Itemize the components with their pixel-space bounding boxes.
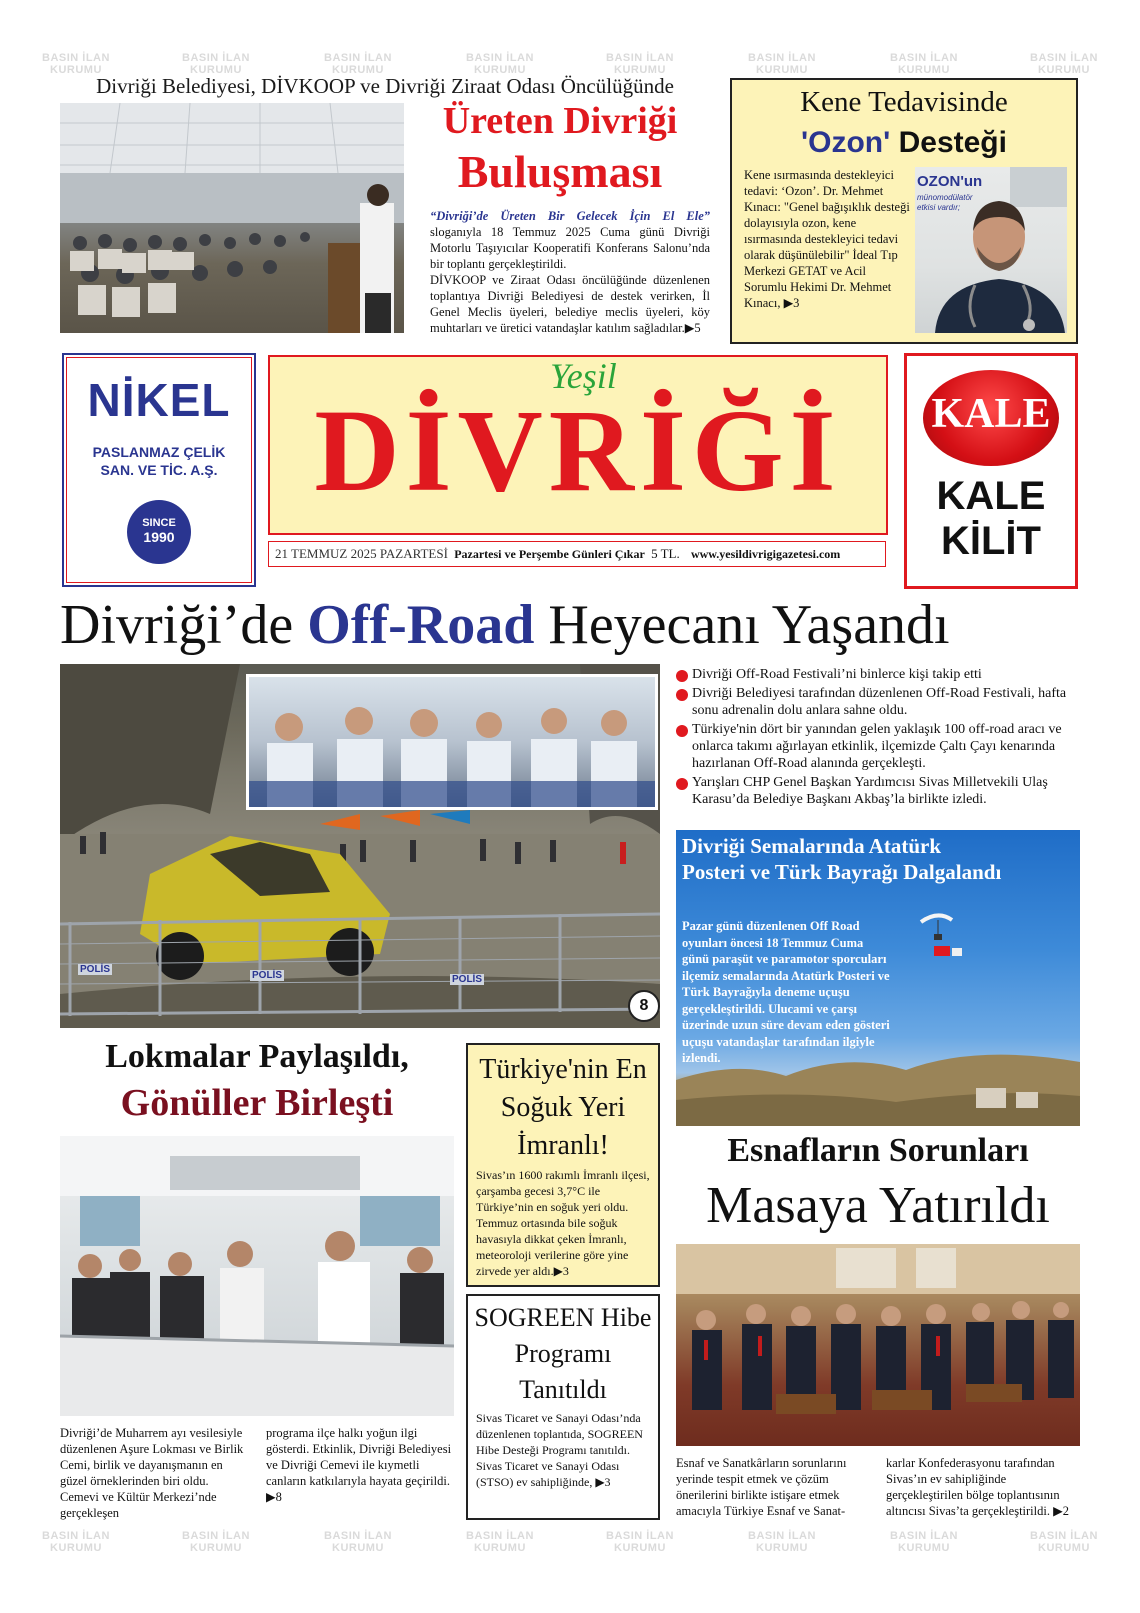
- ataturk-sky-photo: [676, 830, 1080, 1126]
- police-label: POLİS: [452, 974, 483, 985]
- issue-price: 5 TL.: [651, 546, 680, 561]
- watermark: BASIN İLAN KURUMU: [324, 1530, 392, 1554]
- doctor-photo-text: OZON'un: [917, 173, 983, 190]
- nikel-ad[interactable]: [62, 353, 256, 587]
- watermark: BASIN İLAN KURUMU: [890, 1530, 958, 1554]
- esnaf-meeting-photo: [676, 1244, 1080, 1446]
- watermark: BASIN İLAN KURUMU: [182, 52, 250, 76]
- ataturk-title-line1: Divriği Semalarında Atatürk: [682, 834, 942, 858]
- nikel-line2: SAN. VE TİC. A.Ş.: [100, 462, 218, 478]
- kale-logo: [923, 370, 1059, 466]
- kale-logo-text: KALE: [931, 391, 1051, 437]
- esnaf-title-line1: Esnafların Sorunları: [727, 1132, 1029, 1169]
- bullet-item: [676, 685, 1080, 719]
- conference-hall-photo: [60, 103, 404, 333]
- main-headline: [60, 593, 1080, 657]
- imranli-box: [466, 1043, 660, 1287]
- spectators-inset-photo: [246, 674, 658, 810]
- kale-line2: KİLİT: [941, 519, 1041, 563]
- imranli-title: Türkiye'nin En Soğuk Yeri İmranlı!: [479, 1054, 647, 1161]
- watermark: BASIN İLAN KURUMU: [324, 52, 392, 76]
- main-headline-part1: Divriği’de: [60, 594, 308, 656]
- since-year: 1990: [143, 529, 175, 545]
- masthead-script: Yeşil: [550, 356, 617, 396]
- esnaf-col1: Esnaf ve Sanatkârların sorunlarını yerinde tespit etmek ve çözüm önerilerini birlikte istişare etmek amacıyla Türkiye Esnaf ve Sanat-: [676, 1456, 847, 1518]
- page-badge: 8: [628, 990, 660, 1022]
- bullet-text: Divriği Belediyesi tarafından düzenlenen Off-Road Festivali, hafta sonu adrenalin dolu anlara sahne oldu.: [692, 686, 1067, 718]
- kale-ad[interactable]: [904, 353, 1078, 589]
- ozon-box: [730, 78, 1078, 344]
- since-badge: [127, 500, 191, 564]
- watermark: BASIN İLAN KURUMU: [748, 1530, 816, 1554]
- watermark: BASIN İLAN KURUMU: [1030, 1530, 1098, 1554]
- masthead-info-bar: [268, 541, 886, 567]
- nikel-line1: PASLANMAZ ÇELİK: [92, 444, 226, 460]
- ataturk-title-line2: Posteri ve Türk Bayrağı Dalgalandı: [682, 860, 1002, 884]
- lokma-col2: programa ilçe halkı yoğun ilgi gösterdi. Etkinlik, Divriği Belediyesi ve Divriği Cemevi ile kıymetli canların katkılarıyla hayata geçirildi. ▶8: [266, 1426, 452, 1504]
- lokma-col1: Divriği’de Muharrem ayı vesilesiyle düzenlenen Aşure Lokması ve Birlik Cemi, birlik ve dayanışmanın en güzel örneklerinden biri oldu. Cemevi ve Kültür Merkezi’nde gerçekleşen: [60, 1426, 244, 1520]
- sogreen-body: Sivas Ticaret ve Sanayi Odası’nda düzenlenen toplantıda, SOGREEN Hibe Desteği Programı tanıtıldı. Sivas Ticaret ve Sanayi Odası (STSO) ev sahipliğinde, ▶3: [476, 1411, 643, 1489]
- main-headline-highlight: Off-Road: [307, 594, 535, 656]
- lokma-title-line2: Gönüller Birleşti: [120, 1082, 394, 1124]
- doctor-photo: [915, 167, 1067, 333]
- watermark: BASIN İLAN KURUMU: [748, 52, 816, 76]
- watermark: BASIN İLAN KURUMU: [1030, 52, 1098, 76]
- imranli-body: Sivas’ın 1600 rakımlı İmranlı ilçesi, çarşamba gecesi 3,7°C ile Türkiye’nin en soğuk yeri oldu. Temmuz ortasında bile soğuk havasıyla dikkat çeken İmranlı, meteoroloji verilerine göre yine zirvede yer aldı.▶3: [476, 1168, 650, 1278]
- kale-line1: KALE: [936, 474, 1046, 518]
- bullet-dot-icon: [676, 725, 688, 737]
- top-story-title-line1: Üreten Divriği: [442, 100, 678, 142]
- watermark: BASIN İLAN KURUMU: [606, 52, 674, 76]
- ozon-body: Kene ısırmasında destekleyici tedavi: ‘Ozon’. Dr. Mehmet Kınacı: "Genel bağışıklık desteği dolayısıyla ozon, kene ısırmasında destekleyici tedavi olarak düşünülebilir" İdeal Tıp Merkezi GETAT ve Acil Sorumlu Hekimi Dr. Mehmet Kınacı, ▶3: [744, 168, 910, 310]
- top-story-title-line2: Buluşması: [457, 146, 663, 197]
- top-story-slogan: “Divriği’de Üreten Bir Gelecek İçin El Ele”: [430, 209, 710, 223]
- ozon-title-line1: Kene Tedavisinde: [800, 86, 1008, 118]
- bullet-dot-icon: [676, 689, 688, 701]
- bullet-text: Türkiye'nin dört bir yanından gelen yaklaşık 100 off-road aracı ve onlarca takımı ağırlayan etkinlik, ilçemizde Çaltı Çayı kenarında hazırlanan Off-Road alanında gerçekleşti.: [692, 722, 1062, 771]
- main-headline-part2: Heyecanı Yaşandı: [534, 594, 950, 656]
- nikel-brand: NİKEL: [87, 374, 231, 426]
- ozon-title-line2: [732, 126, 1076, 160]
- issue-schedule: Pazartesi ve Perşembe Günleri Çıkar: [454, 547, 645, 561]
- top-story-body2: DİVKOOP ve Ziraat Odası öncülüğünde düzenlenen toplantıya Divriği Belediyesi de destek verirken, İl Genel Meclis üyeleri, belediye meclis üyeleri, köy muhtarları ve üretici vatandaşlar katılım sağladılar.▶5: [430, 273, 710, 335]
- esnaf-col2: karlar Konfederasyonu tarafından Sivas’ın ev sahipliğinde gerçekleştirilen bölge toplantısının altıncısı Sivas’ta gerçekleştirildi. ▶2: [886, 1456, 1069, 1518]
- watermark: BASIN İLAN KURUMU: [466, 52, 534, 76]
- top-story-kicker: Divriği Belediyesi, DİVKOOP ve Divriği Ziraat Odası Öncülüğünde: [96, 74, 674, 98]
- bullet-item: [676, 774, 1080, 808]
- offroad-bullets: [676, 666, 1080, 808]
- website-link[interactable]: www.yesildivrigigazetesi.com: [690, 547, 841, 561]
- doctor-photo-subtext: münomodülatör etkisi vardır;: [917, 193, 973, 212]
- watermark: BASIN İLAN KURUMU: [466, 1530, 534, 1554]
- bullet-item: [676, 721, 1080, 772]
- lokma-photo: [60, 1136, 454, 1416]
- sogreen-box: [466, 1294, 660, 1520]
- top-story-body1: sloganıyla 18 Temmuz 2025 Cuma günü Divriği Motorlu Taşıyıcılar Kooperatifi Konferans Salonu’nda bir toplantı gerçekleştirildi.: [430, 225, 710, 271]
- watermark: BASIN İLAN KURUMU: [42, 52, 110, 76]
- lokma-title-line1: Lokmalar Paylaşıldı,: [105, 1038, 409, 1075]
- top-story-body: [430, 208, 710, 336]
- esnaf-title-line2: Masaya Yatırıldı: [706, 1177, 1050, 1234]
- issue-date: 21 TEMMUZ 2025 PAZARTESİ: [275, 546, 448, 561]
- watermark: BASIN İLAN KURUMU: [182, 1530, 250, 1554]
- bullet-text: Divriği Off-Road Festivali’ni binlerce kişi takip etti: [692, 667, 982, 682]
- ozon-title-rest: Desteği: [890, 126, 1007, 159]
- masthead-name: DİVRİĞİ: [314, 385, 842, 516]
- bullet-dot-icon: [676, 670, 688, 682]
- watermark: BASIN İLAN KURUMU: [890, 52, 958, 76]
- ozon-title-ozon: 'Ozon': [801, 126, 891, 159]
- police-label: POLİS: [80, 964, 111, 975]
- sogreen-title: SOGREEN Hibe Programı Tanıtıldı: [474, 1303, 652, 1404]
- police-label: POLİS: [252, 970, 283, 981]
- ataturk-body: Pazar günü düzenlenen Off Road oyunları öncesi 18 Temmuz Cuma günü paraşüt ve paramotor sporcuları ilçemiz semalarında Atatürk Posteri ve Türk Bayrağıyla deneme uçuşu gerçekleştirildi. Ulucami ve çarşı üzerinde uzun süre devam eden gösteri uçuşu vatandaşlar tarafından ilgiyle izlendi.: [682, 919, 890, 1065]
- masthead: [268, 355, 888, 535]
- offroad-photo: [60, 664, 660, 1028]
- since-label: SINCE: [142, 517, 176, 529]
- bullet-item: [676, 666, 1080, 683]
- watermark: BASIN İLAN KURUMU: [42, 1530, 110, 1554]
- watermark: BASIN İLAN KURUMU: [606, 1530, 674, 1554]
- bullet-text: Yarışları CHP Genel Başkan Yardımcısı Sivas Milletvekili Ulaş Karasu’da Belediye Başkanı Akbaş’la birlikte izledi.: [692, 775, 1048, 807]
- bullet-dot-icon: [676, 778, 688, 790]
